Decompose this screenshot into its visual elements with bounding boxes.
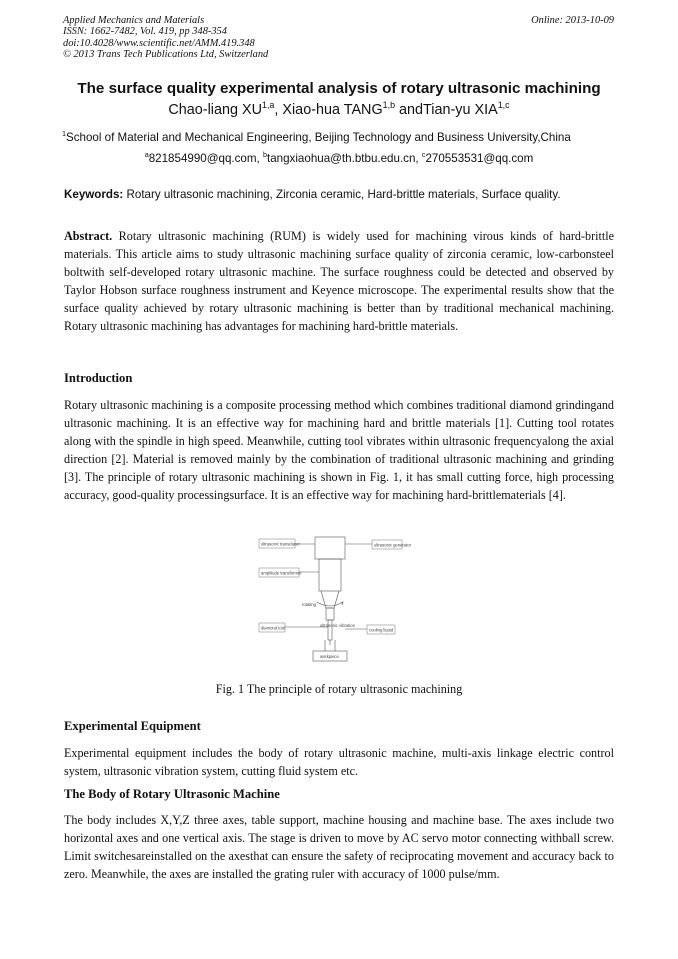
equipment-text: Experimental equipment includes the body of rotary ultrasonic machine, multi-axis linkage electric control system, ultrasonic vibration system, cutting fluid system etc. [64,746,614,778]
author-list [0,102,678,118]
body-heading: The Body of Rotary Ultrasonic Machine [64,787,280,801]
abstract-text: Rotary ultrasonic machining (RUM) is widely used for machining virous kinds of hard-brittle materials. This article aims to study ultrasonic machining surface quality of zirconia ceramic, low-carbonsteel boltwith self-developed rotary ultrasonic machine. The surface roughness could be detected and observed by Taylor Hobson surface roughness instrument and Keyence microscope. The experimental results show that the surface quality achieved by rotary ultrasonic machining is better than by traditional mechanical machining. Rotary ultrasonic machining has advantages for machining hard-brittle materials. [64,229,614,333]
online-date: Online: 2013-10-09 [531,15,614,26]
keywords [64,188,561,201]
paper-title: The surface quality experimental analysis of rotary ultrasonic machining [77,80,601,97]
email-sup: b [262,150,267,160]
transducer-box [315,537,345,559]
keywords-label: Keywords: [64,188,124,201]
author-name: Tian-yu XIA [423,102,498,118]
affiliation-text: School of Material and Mechanical Engineering, Beijing Technology and Business University,China [66,131,571,144]
body-text: The body includes X,Y,Z three axes, table support, machine housing and machine base. The axes include two horizontal axes and one vertical axis. The stage is driven to move by AC servo motor connecting withball screw. Limit switchesareinstalled on the axesthat can ensure the safety of reciprocating movement and accuracy back to zero. Meanwhile, the axes are installed the grating ruler with accuracy of 1000 pulse/mm. [64,813,614,881]
journal-name: Applied Mechanics and Materials [63,15,205,26]
introduction-text: Rotary ultrasonic machining is a composite processing method which combines traditional diamond grindingand ultrasonic machining. It is an effective way for machining hard and brittle materials [1]. Cutting tool rotates along with the spindle in high speed. Meanwhile, cutting tool vibrates within ultrasonic frequencyalong the axial direction [2]. Material is removed mainly by the combination of traditional ultrasonic machining and grinding [3]. The principle of rotary ultrasonic machining is shown in Fig. 1, it has small cutting force, high processing accuracy, good-quality processingsurface. It is an effective way for machining hard-brittlematerials [4]. [64,398,614,502]
label-tool: diamond tool [261,625,285,631]
affiliation-sup: 1 [62,129,66,139]
email-link[interactable]: tangxiaohua@th.btbu.edu.cn, [266,152,422,165]
amplitude-horn [319,559,341,591]
tool-shank [326,608,334,620]
rotation-arc [317,602,343,606]
copyright-line: © 2013 Trans Tech Publications Ltd, Switzerland [63,48,269,60]
label-amplitude: amplitude transformer [261,570,302,576]
keywords-text: Rotary ultrasonic machining, Zirconia ceramic, Hard-brittle materials, Surface quality. [123,188,561,201]
label-generator: ultrasonic generator [374,542,412,548]
email-link[interactable]: 821854990@qq.com, [148,152,263,165]
author-name: Xiao-hua TANG [282,102,383,118]
email-sup: c [421,150,426,160]
email-link[interactable]: 270553531@qq.com [425,152,534,165]
author-sep: , [274,102,283,118]
rum-principle-figure [255,530,412,668]
author-sup: 1,a [262,100,275,111]
author-sup: 1,c [497,100,510,111]
figure-caption: Fig. 1 The principle of rotary ultrasonic machining [215,682,463,696]
journal-header [63,15,268,60]
email-sup: a [144,150,149,160]
introduction-heading: Introduction [64,371,133,385]
author-name: Chao-liang XU [168,102,262,118]
label-vibration: ultrasonic vibration [320,623,355,628]
affiliation [62,131,571,144]
label-rotating: rotating [302,602,316,607]
author-sup: 1,b [382,100,396,111]
label-transducer: ultrasonic transducer [261,541,300,547]
doi-line: doi:10.4028/www.scientific.net/AMM.419.348 [63,37,255,49]
abstract [64,227,614,335]
author-sep: and [395,102,424,118]
email-list [0,152,678,165]
equipment-heading: Experimental Equipment [64,719,201,733]
label-workpiece: workpiece [320,654,339,659]
horn-taper [321,591,339,608]
abstract-label: Abstract. [64,229,113,243]
issn-line: ISSN: 1662-7482, Vol. 419, pp 348-354 [63,26,227,38]
label-coolant: cooling liquid [369,627,394,633]
